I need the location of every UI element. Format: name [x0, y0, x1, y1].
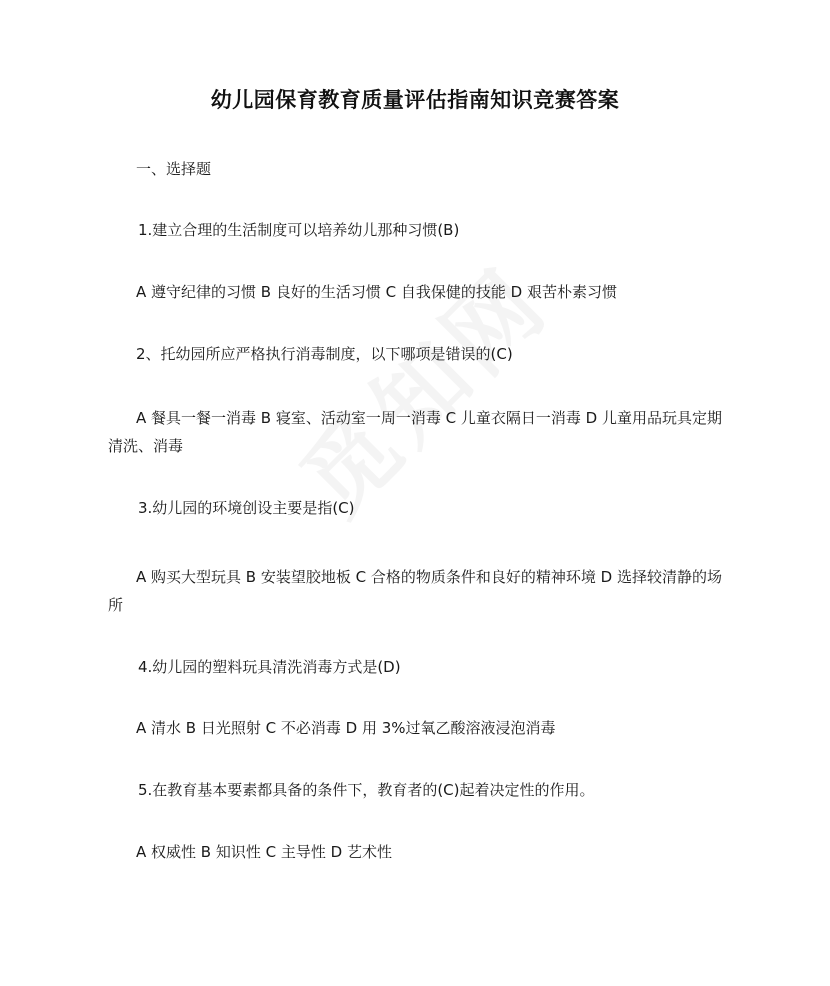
question-2: 2、托幼园所应严格执行消毒制度，以下哪项是错误的(C)	[136, 345, 513, 363]
question-4: 4.幼儿园的塑料玩具清洗消毒方式是(D)	[138, 658, 401, 676]
options-3: A 购买大型玩具 B 安装望胶地板 C 合格的物质条件和良好的精神环境 D 选择较清静的场所	[108, 568, 722, 614]
options-4: A 清水 B 日光照射 C 不必消毒 D 用 3%过氧乙酸溶液浸泡消毒	[136, 719, 556, 737]
options-5: A 权威性 B 知识性 C 主导性 D 艺术性	[136, 843, 392, 861]
page-title: 幼儿园保育教育质量评估指南知识竞赛答案	[210, 88, 620, 112]
question-5: 5.在教育基本要素都具备的条件下，教育者的(C)起着决定性的作用。	[138, 781, 595, 799]
question-1: 1.建立合理的生活制度可以培养幼儿那种习惯(B)	[138, 221, 460, 239]
section-heading: 一、选择题	[136, 160, 212, 178]
question-3: 3.幼儿园的环境创设主要是指(C)	[138, 499, 355, 517]
options-1: A 遵守纪律的习惯 B 良好的生活习惯 C 自我保健的技能 D 艰苦朴素习惯	[136, 283, 617, 301]
options-2: A 餐具一餐一消毒 B 寝室、活动室一周一消毒 C 儿童衣隔日一消毒 D 儿童用品玩具定期清洗、消毒	[108, 409, 722, 455]
